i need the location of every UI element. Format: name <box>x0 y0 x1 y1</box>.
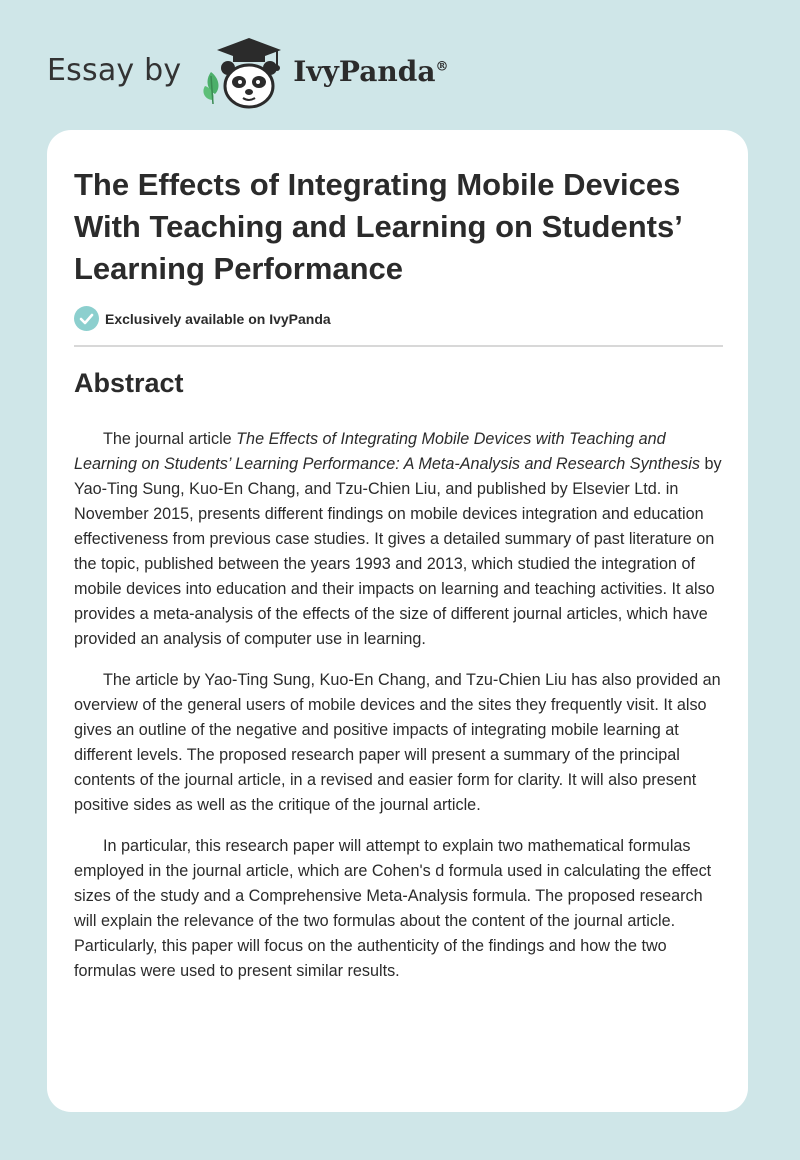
abstract-body <box>74 427 725 1000</box>
essay-card <box>47 130 748 1112</box>
badge-label: Exclusively available on IvyPanda <box>105 310 331 327</box>
brand-name[interactable] <box>293 55 448 88</box>
paragraph-1 <box>74 427 725 652</box>
essay-title: The Effects of Integrating Mobile Devices With Teaching and Learning on Students’ Learning Performance <box>74 167 682 286</box>
section-heading-abstract: Abstract <box>74 368 184 398</box>
site-header <box>47 32 448 112</box>
paragraph-3: In particular, this research paper will attempt to explain two mathematical formulas employed in the journal article, which are Cohen's d formula used in calculating the effect sizes of the study and a Comprehensive Meta-Analysis formula. The proposed research will explain the relevance of the two formulas about the content of the journal article. Particularly, this paper will focus on the authenticity of the findings and how the two formulas were used to present similar results. <box>74 837 712 980</box>
panda-logo-icon[interactable] <box>197 32 289 112</box>
brand-name-text: IvyPanda <box>293 54 436 88</box>
paragraph-1-intro: The journal article <box>103 430 237 448</box>
exclusive-badge <box>74 306 331 331</box>
check-circle-icon <box>74 306 99 331</box>
registered-mark: ® <box>435 59 449 75</box>
leaf-icon <box>204 72 219 104</box>
paragraph-1-rest: by Yao-Ting Sung, Kuo-En Chang, and Tzu-Chien Liu, and published by Elsevier Ltd. in November 2015, presents different findings on mobile devices integration and education effectiveness from previous case studies. It gives a detailed summary of past literature on the topic, published between the years 1993 and 2013, which studied the integration of mobile devices into education and their impacts on learning and teaching activities. It also provides a meta-analysis of the effects of the size of different journal articles, which have provided an analysis of computer use in learning. <box>74 455 722 648</box>
paragraph-2: The article by Yao-Ting Sung, Kuo-En Chang, and Tzu-Chien Liu has also provided an overview of the general users of mobile devices and the sites they frequently visit. It also gives an outline of the negative and positive impacts of integrating mobile learning at different levels. The proposed research paper will present a summary of the principal contents of the journal article, in a revised and easier form for clarity. It will also present positive sides as well as the critique of the journal article. <box>74 671 721 814</box>
divider <box>74 345 723 347</box>
essay-by-label: Essay by <box>47 52 182 88</box>
article-title-italic: The Effects of Integrating Mobile Devices with Teaching and Learning on Students’ Learning Performance: A Meta-Analysis and Research Synthesis <box>74 430 700 473</box>
